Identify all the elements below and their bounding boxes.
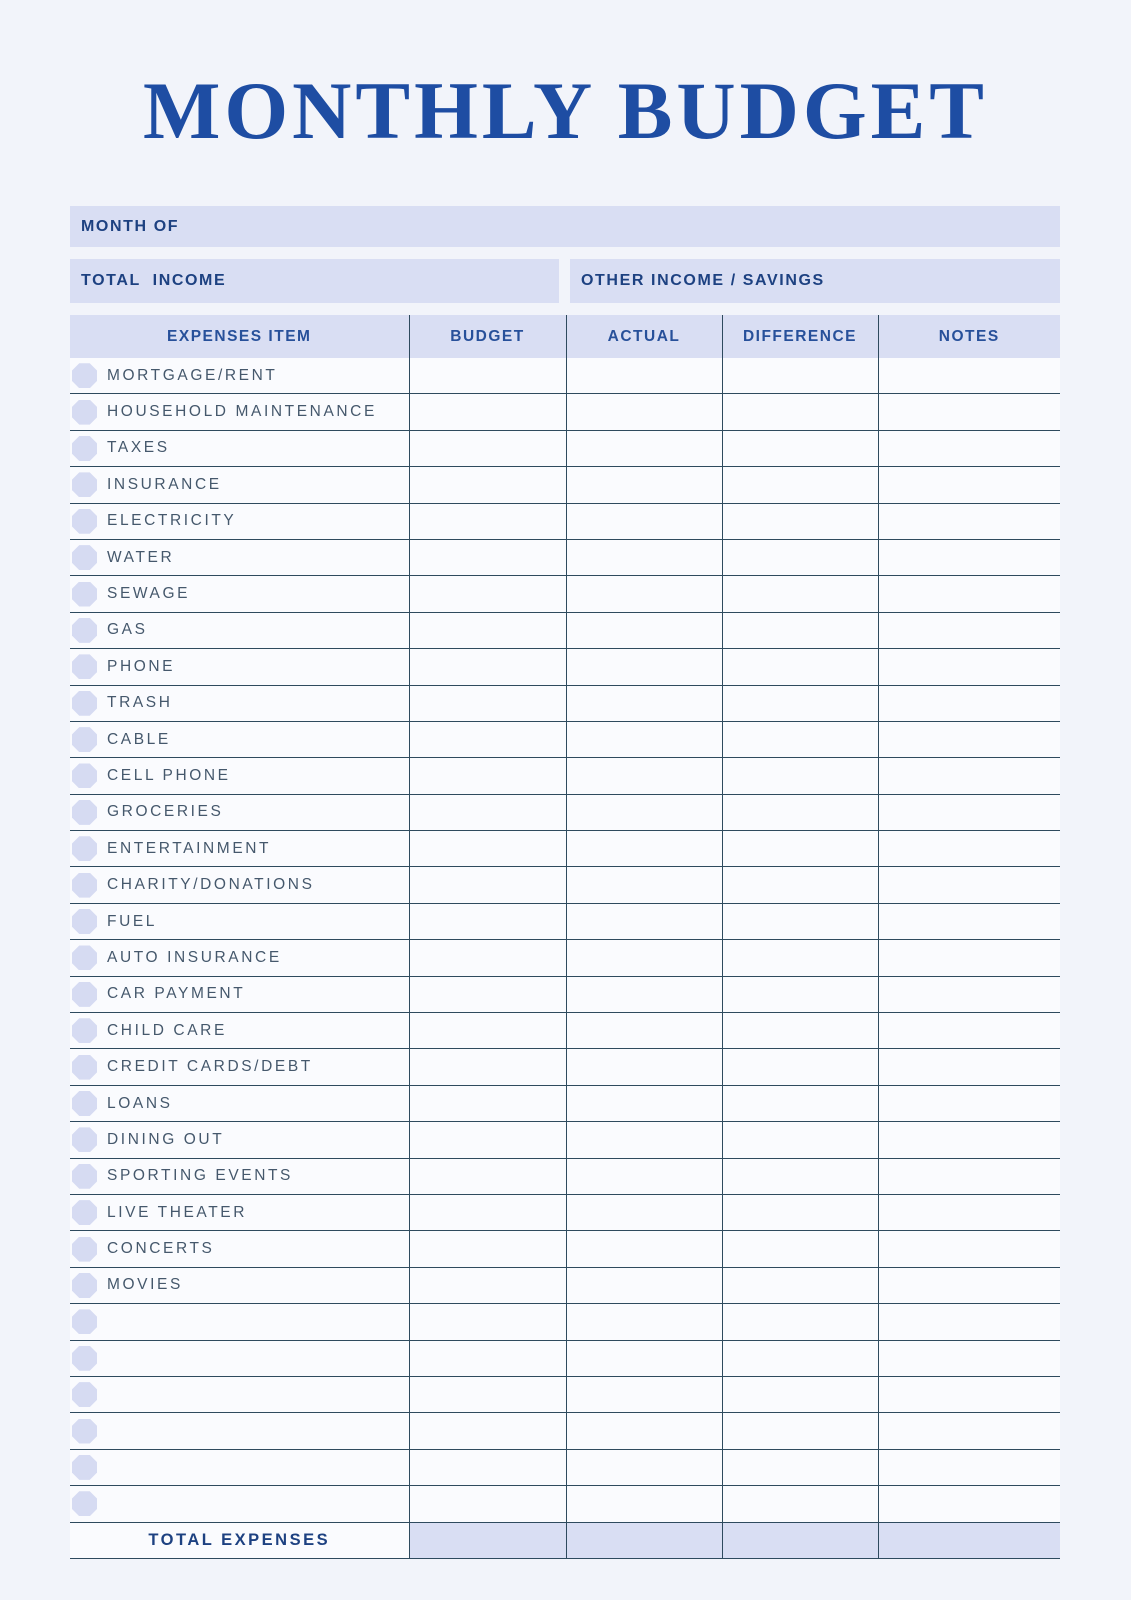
actual-cell[interactable] [566,467,722,503]
row-bullet-icon [72,836,97,861]
expense-item-cell [70,467,409,503]
difference-cell[interactable] [722,1449,878,1485]
expense-item-label: LIVE THEATER [107,1203,248,1221]
table-row [70,976,1060,1012]
expense-item-cell [70,721,409,757]
actual-cell[interactable] [566,1340,722,1376]
budget-cell[interactable] [409,576,566,612]
expense-item-cell [70,685,409,721]
notes-cell[interactable] [878,1486,1060,1522]
total-difference-cell[interactable] [722,1522,878,1558]
expense-item-cell [70,794,409,830]
row-bullet-icon [72,654,97,679]
notes-cell[interactable] [878,1085,1060,1121]
difference-cell[interactable] [722,1413,878,1449]
total-expenses-label: TOTAL EXPENSES [70,1522,409,1558]
actual-cell[interactable] [566,649,722,685]
expense-item-label: TRASH [107,694,173,712]
table-row [70,867,1060,903]
table-row [70,1194,1060,1230]
row-bullet-icon [72,363,97,388]
expense-item-label: MOVIES [107,1276,183,1294]
notes-cell[interactable] [878,1267,1060,1303]
expense-item-label: LOANS [107,1094,173,1112]
actual-cell[interactable] [566,940,722,976]
row-bullet-icon [72,945,97,970]
table-row [70,539,1060,575]
budget-cell[interactable] [409,940,566,976]
difference-cell[interactable] [722,794,878,830]
column-header-actual: ACTUAL [566,315,722,358]
budget-cell[interactable] [409,612,566,648]
expense-item-cell [70,1449,409,1485]
notes-cell[interactable] [878,503,1060,539]
expense-item-label: CAR PAYMENT [107,985,246,1003]
row-bullet-icon [72,800,97,825]
difference-cell[interactable] [722,394,878,430]
row-bullet-icon [72,1127,97,1152]
table-row [70,1267,1060,1303]
actual-cell[interactable] [566,721,722,757]
difference-cell[interactable] [722,831,878,867]
difference-cell[interactable] [722,1486,878,1522]
actual-cell[interactable] [566,1049,722,1085]
actual-cell[interactable] [566,1013,722,1049]
total-expenses-row [70,1522,1060,1558]
total-actual-cell[interactable] [566,1522,722,1558]
actual-cell[interactable] [566,430,722,466]
row-bullet-icon [72,909,97,934]
notes-cell[interactable] [878,612,1060,648]
difference-cell[interactable] [722,503,878,539]
difference-cell[interactable] [722,940,878,976]
difference-cell[interactable] [722,1231,878,1267]
budget-cell[interactable] [409,831,566,867]
row-bullet-icon [72,727,97,752]
difference-cell[interactable] [722,721,878,757]
difference-cell[interactable] [722,467,878,503]
table-row [70,503,1060,539]
expense-item-label: PHONE [107,657,176,675]
budget-cell[interactable] [409,1304,566,1340]
expense-item-label: SPORTING EVENTS [107,1167,293,1185]
budget-cell[interactable] [409,903,566,939]
expense-item-cell [70,1013,409,1049]
table-row [70,794,1060,830]
expense-item-label: CONCERTS [107,1240,215,1258]
notes-cell[interactable] [878,430,1060,466]
actual-cell[interactable] [566,1376,722,1412]
expense-item-cell [70,1122,409,1158]
month-of-label: MONTH OF [81,217,180,235]
expense-item-label: TAXES [107,439,170,457]
expense-item-cell [70,976,409,1012]
row-bullet-icon [72,509,97,534]
row-bullet-icon [72,1164,97,1189]
expense-item-label: CREDIT CARDS/DEBT [107,1058,313,1076]
expense-item-cell [70,1049,409,1085]
notes-cell[interactable] [878,576,1060,612]
row-bullet-icon [72,1382,97,1407]
expense-item-label: ELECTRICITY [107,512,237,530]
budget-cell[interactable] [409,503,566,539]
expense-item-label: CHILD CARE [107,1021,227,1039]
table-row [70,1486,1060,1522]
expense-item-label: AUTO INSURANCE [107,948,282,966]
expense-item-cell [70,1304,409,1340]
expense-item-cell [70,1158,409,1194]
expense-item-cell [70,394,409,430]
difference-cell[interactable] [722,758,878,794]
expense-item-label: FUEL [107,912,158,930]
row-bullet-icon [72,618,97,643]
notes-cell[interactable] [878,467,1060,503]
difference-cell[interactable] [722,867,878,903]
budget-cell[interactable] [409,1376,566,1412]
difference-cell[interactable] [722,430,878,466]
expense-item-cell [70,940,409,976]
notes-cell[interactable] [878,1049,1060,1085]
budget-cell[interactable] [409,1340,566,1376]
notes-cell[interactable] [878,358,1060,394]
expense-item-label: MORTGAGE/RENT [107,366,278,384]
notes-cell[interactable] [878,831,1060,867]
budget-cell[interactable] [409,1231,566,1267]
other-income-savings-field[interactable] [570,259,1060,303]
actual-cell[interactable] [566,612,722,648]
expense-item-label: GAS [107,621,148,639]
total-notes-cell[interactable] [878,1522,1060,1558]
month-of-field[interactable] [70,206,1060,247]
expense-item-cell [70,1340,409,1376]
actual-cell[interactable] [566,831,722,867]
notes-cell[interactable] [878,649,1060,685]
row-bullet-icon [72,1309,97,1334]
difference-cell[interactable] [722,539,878,575]
notes-cell[interactable] [878,1158,1060,1194]
row-bullet-icon [72,873,97,898]
budget-cell[interactable] [409,976,566,1012]
expense-item-cell [70,758,409,794]
total-income-field[interactable] [70,259,559,303]
actual-cell[interactable] [566,1122,722,1158]
table-row [70,612,1060,648]
row-bullet-icon [72,1237,97,1262]
row-bullet-icon [72,691,97,716]
expense-item-cell [70,831,409,867]
budget-cell[interactable] [409,1013,566,1049]
budget-cell[interactable] [409,430,566,466]
row-bullet-icon [72,982,97,1007]
difference-cell[interactable] [722,649,878,685]
difference-cell[interactable] [722,1049,878,1085]
row-bullet-icon [72,1091,97,1116]
notes-cell[interactable] [878,903,1060,939]
actual-cell[interactable] [566,1267,722,1303]
actual-cell[interactable] [566,1194,722,1230]
notes-cell[interactable] [878,1449,1060,1485]
row-bullet-icon [72,1055,97,1080]
other-income-savings-label: OTHER INCOME / SAVINGS [581,272,825,289]
budget-cell[interactable] [409,358,566,394]
difference-cell[interactable] [722,1194,878,1230]
notes-cell[interactable] [878,1340,1060,1376]
row-bullet-icon [72,400,97,425]
notes-cell[interactable] [878,1413,1060,1449]
actual-cell[interactable] [566,976,722,1012]
table-row [70,940,1060,976]
difference-cell[interactable] [722,685,878,721]
table-row [70,1085,1060,1121]
actual-cell[interactable] [566,1304,722,1340]
table-row [70,1376,1060,1412]
expense-item-cell [70,649,409,685]
table-row [70,758,1060,794]
actual-cell[interactable] [566,358,722,394]
actual-cell[interactable] [566,1413,722,1449]
notes-cell[interactable] [878,1231,1060,1267]
budget-cell[interactable] [409,1049,566,1085]
row-bullet-icon [72,1018,97,1043]
total-income-label: TOTAL INCOME [81,272,227,289]
row-bullet-icon [72,1200,97,1225]
table-row [70,1231,1060,1267]
table-row [70,467,1060,503]
table-row [70,394,1060,430]
difference-cell[interactable] [722,1158,878,1194]
budget-cell[interactable] [409,1085,566,1121]
budget-cell[interactable] [409,1449,566,1485]
row-bullet-icon [72,1346,97,1371]
notes-cell[interactable] [878,1304,1060,1340]
expense-item-cell [70,430,409,466]
actual-cell[interactable] [566,758,722,794]
row-bullet-icon [72,1419,97,1444]
expense-item-label: INSURANCE [107,475,222,493]
table-row [70,576,1060,612]
budget-cell[interactable] [409,1486,566,1522]
difference-cell[interactable] [722,1267,878,1303]
row-bullet-icon [72,582,97,607]
table-row [70,685,1060,721]
actual-cell[interactable] [566,576,722,612]
budget-cell[interactable] [409,649,566,685]
table-row [70,1158,1060,1194]
table-row [70,649,1060,685]
expense-item-cell [70,539,409,575]
expense-item-cell [70,503,409,539]
row-bullet-icon [72,1273,97,1298]
budget-cell[interactable] [409,1158,566,1194]
actual-cell[interactable] [566,539,722,575]
actual-cell[interactable] [566,1231,722,1267]
expense-item-label: GROCERIES [107,803,224,821]
expense-item-cell [70,1194,409,1230]
notes-cell[interactable] [878,940,1060,976]
row-bullet-icon [72,763,97,788]
notes-cell[interactable] [878,721,1060,757]
budget-cell[interactable] [409,685,566,721]
expense-item-cell [70,1376,409,1412]
column-header-difference: DIFFERENCE [722,315,878,358]
table-row [70,831,1060,867]
page-title: MONTHLY BUDGET [142,65,988,156]
expense-item-cell [70,1413,409,1449]
table-row [70,1049,1060,1085]
budget-cell[interactable] [409,1122,566,1158]
table-row [70,430,1060,466]
row-bullet-icon [72,1491,97,1516]
difference-cell[interactable] [722,1340,878,1376]
table-row [70,903,1060,939]
expense-item-cell [70,903,409,939]
table-row [70,1449,1060,1485]
expense-item-cell [70,1486,409,1522]
notes-cell[interactable] [878,1194,1060,1230]
expense-item-label: ENTERTAINMENT [107,839,272,857]
budget-cell[interactable] [409,758,566,794]
notes-cell[interactable] [878,1013,1060,1049]
actual-cell[interactable] [566,903,722,939]
budget-cell[interactable] [409,467,566,503]
notes-cell[interactable] [878,794,1060,830]
expense-item-cell [70,1267,409,1303]
notes-cell[interactable] [878,1376,1060,1412]
difference-cell[interactable] [722,576,878,612]
notes-cell[interactable] [878,685,1060,721]
expense-item-label: HOUSEHOLD MAINTENANCE [107,403,377,421]
difference-cell[interactable] [722,1122,878,1158]
notes-cell[interactable] [878,976,1060,1012]
difference-cell[interactable] [722,1376,878,1412]
actual-cell[interactable] [566,1085,722,1121]
column-header-notes: NOTES [878,315,1060,358]
budget-cell[interactable] [409,867,566,903]
table-row [70,358,1060,394]
row-bullet-icon [72,436,97,461]
table-row [70,1340,1060,1376]
expense-item-label: CABLE [107,730,171,748]
notes-cell[interactable] [878,867,1060,903]
budget-cell[interactable] [409,794,566,830]
expense-item-cell [70,358,409,394]
actual-cell[interactable] [566,685,722,721]
actual-cell[interactable] [566,1486,722,1522]
expense-item-label: CHARITY/DONATIONS [107,876,315,894]
table-row [70,1413,1060,1449]
expense-item-cell [70,1085,409,1121]
difference-cell[interactable] [722,612,878,648]
actual-cell[interactable] [566,867,722,903]
expense-item-cell [70,867,409,903]
notes-cell[interactable] [878,394,1060,430]
notes-cell[interactable] [878,758,1060,794]
expense-item-label: DINING OUT [107,1130,225,1148]
total-budget-cell[interactable] [409,1522,566,1558]
expense-item-cell [70,612,409,648]
actual-cell[interactable] [566,1449,722,1485]
budget-cell[interactable] [409,1267,566,1303]
actual-cell[interactable] [566,394,722,430]
row-bullet-icon [72,545,97,570]
difference-cell[interactable] [722,358,878,394]
actual-cell[interactable] [566,1158,722,1194]
table-row [70,1304,1060,1340]
actual-cell[interactable] [566,503,722,539]
notes-cell[interactable] [878,539,1060,575]
expenses-table [70,315,1060,1559]
expense-item-label: WATER [107,548,175,566]
column-header-budget: BUDGET [409,315,566,358]
table-row [70,1122,1060,1158]
budget-cell[interactable] [409,539,566,575]
table-row [70,721,1060,757]
budget-cell[interactable] [409,394,566,430]
budget-cell[interactable] [409,1194,566,1230]
difference-cell[interactable] [722,903,878,939]
column-header-expenses-item: EXPENSES ITEM [70,315,409,358]
expense-item-cell [70,576,409,612]
table-row [70,1013,1060,1049]
budget-cell[interactable] [409,721,566,757]
difference-cell[interactable] [722,976,878,1012]
actual-cell[interactable] [566,794,722,830]
difference-cell[interactable] [722,1304,878,1340]
expense-item-label: SEWAGE [107,585,191,603]
row-bullet-icon [72,1455,97,1480]
table-header-row [70,315,1060,358]
budget-cell[interactable] [409,1413,566,1449]
notes-cell[interactable] [878,1122,1060,1158]
difference-cell[interactable] [722,1013,878,1049]
expense-item-label: CELL PHONE [107,766,231,784]
row-bullet-icon [72,472,97,497]
expense-item-cell [70,1231,409,1267]
difference-cell[interactable] [722,1085,878,1121]
